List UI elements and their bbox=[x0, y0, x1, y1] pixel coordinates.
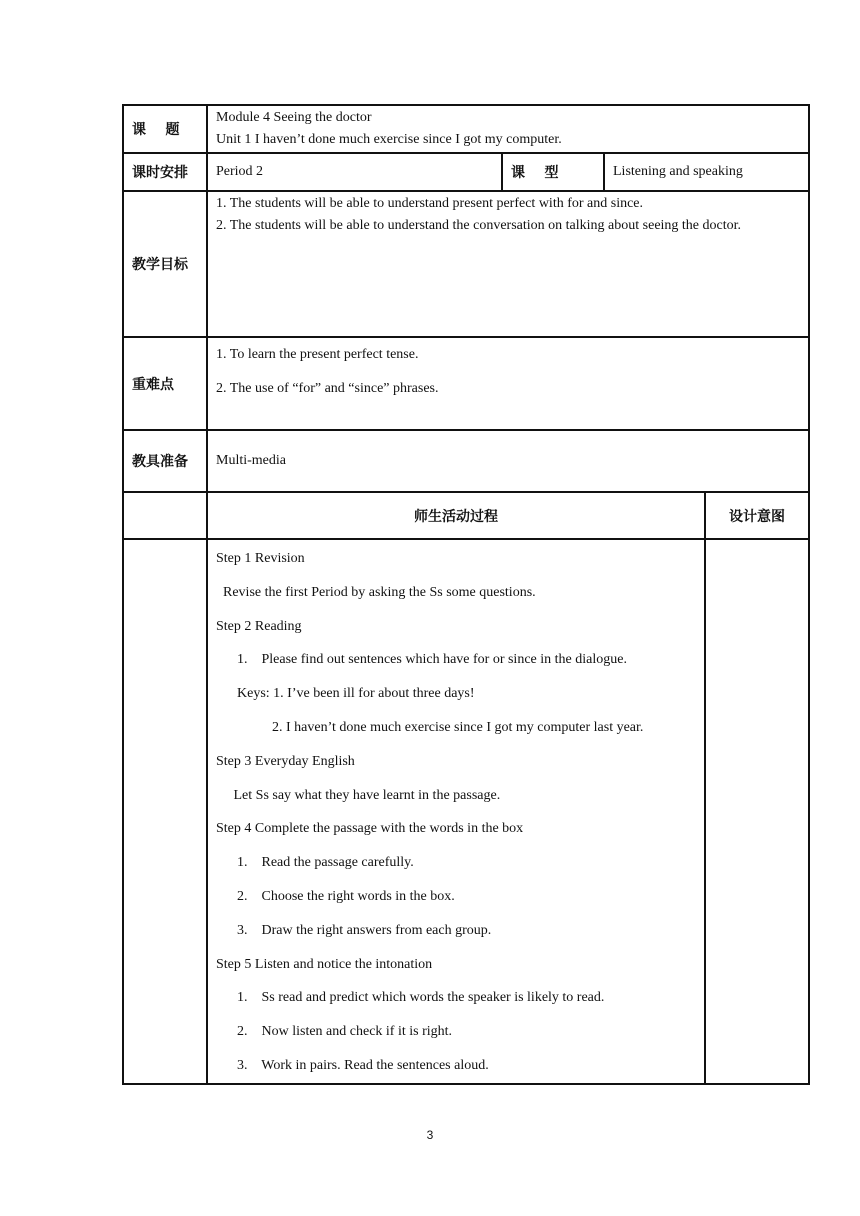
topic-line-2: Unit 1 I haven’t done much exercise since I got my computer. bbox=[216, 132, 562, 147]
schedule-row bbox=[123, 153, 809, 191]
process-line: Let Ss say what they have learnt in the passage. bbox=[216, 787, 501, 803]
topic-line-1: Module 4 Seeing the doctor bbox=[216, 110, 372, 125]
process-header-row bbox=[123, 492, 809, 539]
process-row bbox=[123, 539, 809, 1084]
lesson-type-label: 课 型 bbox=[502, 153, 604, 191]
topic-row bbox=[123, 105, 809, 153]
process-content bbox=[207, 539, 705, 1084]
objective-2: 2. The students will be able to understand the conversation on talking about seeing the doctor. bbox=[216, 218, 742, 233]
process-header-blank bbox=[123, 492, 207, 539]
objective-1: 1. The students will be able to understand present perfect with for and since. bbox=[216, 196, 644, 211]
materials-row bbox=[123, 430, 809, 492]
process-line: Step 3 Everyday English bbox=[216, 753, 355, 769]
process-activity-header: 师生活动过程 bbox=[207, 492, 705, 539]
schedule-label: 课时安排 bbox=[123, 153, 207, 191]
objectives-label: 教学目标 bbox=[123, 191, 207, 337]
process-line: 3. Work in pairs. Read the sentences aloud. bbox=[216, 1057, 489, 1073]
lesson-type-value: Listening and speaking bbox=[604, 153, 809, 191]
process-line: 2. Now listen and check if it is right. bbox=[216, 1024, 453, 1040]
process-line: 1. Please find out sentences which have for or since in the dialogue. bbox=[216, 652, 627, 668]
process-line: 2. Choose the right words in the box. bbox=[216, 888, 455, 904]
page-number: 3 bbox=[426, 1128, 434, 1142]
topic-label: 课 题 bbox=[123, 105, 207, 153]
process-line: Step 1 Revision bbox=[216, 551, 305, 566]
process-line: Keys: 1. I’ve been ill for about three days! bbox=[216, 686, 475, 702]
objectives-row bbox=[123, 191, 809, 337]
key-point-1: 1. To learn the present perfect tense. bbox=[216, 347, 419, 362]
key-points-row bbox=[123, 337, 809, 430]
process-intent-header: 设计意图 bbox=[705, 492, 809, 539]
schedule-value: Period 2 bbox=[207, 153, 502, 191]
process-line: Step 2 Reading bbox=[216, 618, 302, 634]
key-point-2: 2. The use of “for” and “since” phrases. bbox=[216, 381, 439, 396]
process-side-blank bbox=[123, 539, 207, 1084]
process-line: 2. I haven’t done much exercise since I got my computer last year. bbox=[216, 719, 644, 735]
key-points-label: 重难点 bbox=[123, 337, 207, 430]
process-line: Step 4 Complete the passage with the words in the box bbox=[216, 821, 524, 837]
process-line: 1. Read the passage carefully. bbox=[216, 855, 414, 871]
key-points-value bbox=[207, 337, 809, 430]
objectives-value bbox=[207, 191, 809, 337]
process-line: Step 5 Listen and notice the intonation bbox=[216, 956, 433, 972]
lesson-plan-table bbox=[122, 104, 810, 1085]
process-line: 1. Ss read and predict which words the speaker is likely to read. bbox=[216, 990, 605, 1006]
materials-label: 教具准备 bbox=[123, 430, 207, 492]
materials-value: Multi-media bbox=[207, 430, 809, 492]
process-line: Revise the first Period by asking the Ss some questions. bbox=[216, 584, 536, 600]
process-intent-cell bbox=[705, 539, 809, 1084]
topic-value bbox=[207, 105, 809, 153]
process-line: 3. Draw the right answers from each group. bbox=[216, 922, 492, 938]
